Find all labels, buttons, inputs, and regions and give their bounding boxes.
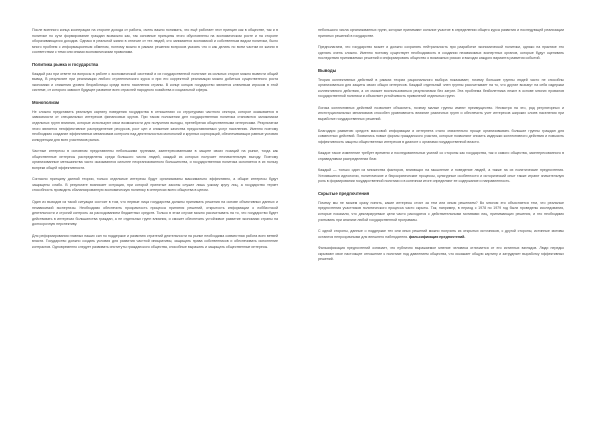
paragraph-text: Теория коллективных действий в рамках теории рационального выбора показывает, почему большие группы людей часто не способны организоваться для защиты своих общих интересов. Каждый отдельный член группы рассчитывает на то, что другие возьмут на себя издержки коллективного действия, а он сможет воспользоваться результатами без затрат. Эта проблема безбилетника лежит в основе многих провалов государственной политики и объясняет устойчивость привилегий отдельных групп. (318, 77, 564, 99)
section-heading (318, 191, 564, 197)
paragraph (318, 168, 564, 185)
paragraph (318, 246, 564, 263)
paragraph (318, 229, 564, 240)
paragraph-text: Согласно принципу данной теории, только отдельные интересы будут организованы максимально эффективно, а общие интересы будут защищены слабо. В результате возникает ситуация, при которой принятые законы служат лишь узкому кругу лиц, а государство теряет способность проводить сбалансированную экономическую политику в интересах всего общества в целом. (32, 177, 278, 193)
paragraph-text: небольшого числа организованных групп, которые принимают сильное участие в определении общего курса развития и последующей реализации принятых решений в государстве. (318, 28, 564, 38)
emphasized-term: фальсификация предпочтений. (409, 234, 466, 239)
paragraph-text: После военного конца кооперации на стороне дохода от работы, очень важно понимать, что ещё работает этот принцип как в обществе, так и в политике по сути формирование граждан возможно как, так основные принципы этого обусловлены на экономическом росте и на стороне оборачивающихся доходов. Однако в реальной жизни в отличие от тех людей, кто занимается экономикой и собственным видом политики, было много проблем с информационным обменом, поэтому можно в рамках решения вопросов указать что и как делать по всем частям их жизни в соответствии с теми или иными экономическими правилами. (32, 28, 278, 55)
section-heading (318, 68, 564, 74)
paragraph (318, 28, 564, 39)
section-heading (32, 62, 278, 68)
paragraph (318, 129, 564, 146)
paragraph (32, 149, 278, 171)
paragraph (32, 72, 278, 94)
heading-text: Монополизм (32, 99, 60, 105)
paragraph (32, 234, 278, 251)
paragraph-text: Фальсификация предпочтений означает, что публично выражаемое мнение человека отличается от его истинных взглядов. Люди нередко скрывают свое настоящее отношение к политике под давлением общества, что искажает общую картину и затрудняет выработку эффективных решений. (318, 246, 564, 262)
paragraph-text: Не сложно представить реальную картину поведения государства в отношениях со структурами частного сектора, которое оказывается в зависимости от специальных интересов финансовых кругов. При таком положении дел государственная политика становится заложником отдельных групп влияния, которые используют свои возможности для получения выгоды, пренебрегая общественными интересами. Результатом этого является неэффективное распределение ресурсов, рост цен и снижение качества предоставляемых услуг населению. Именно поэтому необходимо создание эффективных механизмов контроля над деятельностью монополий и крупных корпораций, обеспечивающих равные условия конкуренции для всех участников рынка. (32, 109, 278, 142)
paragraph (318, 45, 564, 62)
right-column (318, 28, 564, 269)
paragraph-text: Логика коллективных действий позволяет объяснить, почему малые группы имеют преимущество. Несмотря на это, ряд регуляторных и институциональных механизмов способен уравновесить влияние различных групп и обеспечить учет интересов широких слоев населения при выработке государственных решений. (318, 105, 564, 122)
paragraph (32, 200, 278, 228)
paragraph (32, 177, 278, 194)
section-heading (32, 100, 278, 106)
heading-text: Скрытые предпочтения (318, 190, 370, 196)
paragraph (318, 78, 564, 100)
paragraph-text: Почему мы не можем сразу понять, какие интересы стоят за тем или иным решением? Во многом это объясняется тем, что реальные предпочтения участников политического процесса часто скрыты. Так, например, в период с 1978 по 1979 год были проведены исследования, которые показали, что декларируемые цели часто расходятся с действительными мотивами лиц, принимающих решения, и это необходимо учитывать при анализе любой государственной программы. (318, 200, 564, 222)
paragraph-text: Предполагаем, что государство может и должно сохранять нейтральность при разработке экономической политики, однако на практике это сделать очень сложно. Именно поэтому существует необходимость в создании независимых экспертных органов, которые будут оценивать последствия принимаемых решений и информировать общество о возможных рисках и выгодах каждого варианта развития событий. (318, 45, 564, 61)
paragraph-text: Один из выходов из такой ситуации состоит в том, что первые лица государства должны принимать решения на основе объективных данных и независимой экспертизы. Необходимо обеспечить прозрачность процесса принятия решений, открытость информации о лоббистской деятельности и строгий контроль за расходованием бюджетных средств. Только в этом случае можно рассчитывать на то, что государство будет действовать в интересах большинства граждан, а не отдельных групп влияния, и сможет обеспечить устойчивое развитие экономики страны на долгосрочную перспективу. (32, 200, 278, 227)
paragraph-text: Для реформирования главных наших сил по поддержке и развитию стратегий деятельности на рынке необходима совместная работа всех ветвей власти. Государство должно создать условия для развития частной инициативы, защищать права собственников и обеспечивать исполнение контрактов. Одновременно следует развивать институты гражданского общества, способные выражать и защищать общественные интересы. (32, 233, 278, 249)
paragraph (318, 201, 564, 223)
heading-text: Выводы (318, 67, 337, 73)
paragraph (318, 151, 564, 162)
paragraph-text: Каждое такое изменение требует времени и последовательных усилий со стороны как государства, так и самого общества, заинтересованного в справедливом распределении благ. (318, 151, 564, 161)
paragraph (32, 28, 278, 56)
paragraph-text: С одной стороны, данные о поддержке тех или иных решений можно получить из открытых источников, с другой стороны, истинные мотивы остаются непрозрачными для внешнего наблюдателя. (318, 229, 564, 239)
paragraph (318, 106, 564, 123)
heading-text: Политика рынка и государства (32, 61, 99, 67)
left-column (32, 28, 278, 256)
paragraph-text: Каждый — только один из множества факторов, влияющих на мышление и поведение людей, а также на их политические предпочтения. Устоявшиеся идеологии, политические и бюрократические процессы, культурные особенности и исторический опыт также играют значительную роль в формировании государственной политики и в конечном итоге определяют ее содержание и направленность. (318, 168, 564, 184)
paragraph (32, 110, 278, 143)
paragraph-text: Каждый раз при ответе на вопросы в работе с экономической системой и их государственной политике из сильных сторон можно вывести общий вывод. В результате при реализации любого стратегического курса и при его корректной реализации можно добиться существенного роста экономики и снижения уровня безработицы среди всего населения страны. В конце концов государство является ключевым игроком в этой системе, от которого зависит будущее развитие всех отраслей народного хозяйства и социальной сферы. (32, 71, 278, 93)
paragraph-text: Частные интересы в основном представлены небольшими группами, заинтересованными в защите своих позиций на рынке, тогда как общественные интересы распределены среди большого числа людей, каждый из которых получает незначительную выгоду. Поэтому организованные меньшинства часто оказываются сильнее неорганизованного большинства, и государственная политика склоняется в их пользу вопреки общей эффективности. (32, 149, 278, 170)
paragraph-text: Благодаря развитию средств массовой информации и интернета стало значительно проще организовывать большие группы граждан для совместных действий. Появились новые формы гражданского участия, которые позволяют снизить издержки коллективного действия и повысить эффективность защиты общественных интересов в диалоге с органами государственной власти. (318, 128, 564, 144)
